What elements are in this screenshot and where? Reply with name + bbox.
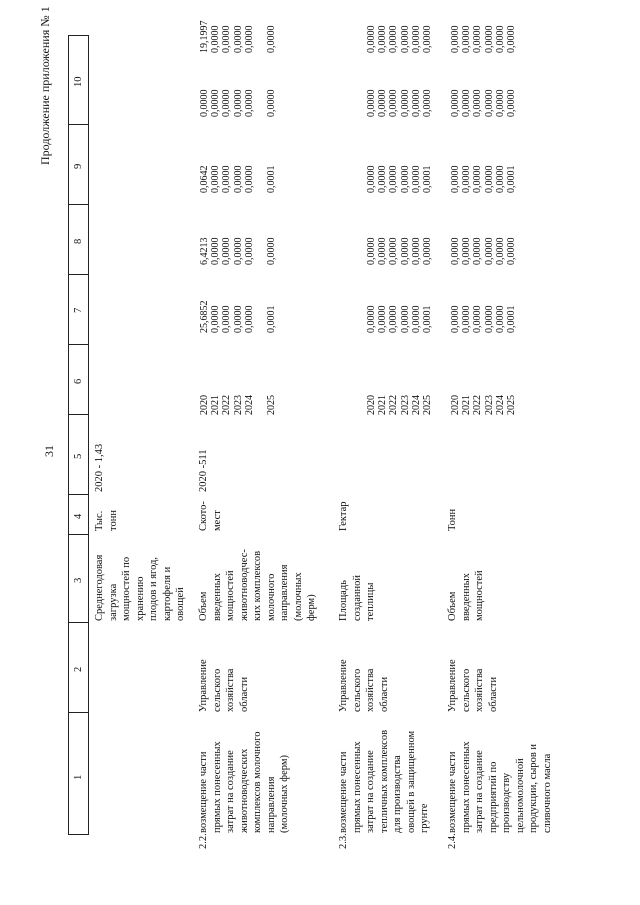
- executor-cell: Управление сельского хозяйства области: [198, 659, 250, 712]
- indicator-cell: Площадь созданной теплицы: [338, 575, 376, 621]
- value-cell: 0,0000 0,0000 0,0000 0,0000 0,0000 0,0001: [366, 165, 434, 193]
- years-cell: 2020 2021 2022 2023 2024 2025: [450, 395, 518, 415]
- years-cell: 2020 2021 2022 2023 2024 2025: [366, 395, 434, 415]
- measure-cell: возмещение части прямых понесенных затрат на создание тепличных комплексов для производства овощей в защищенном грунте: [338, 729, 430, 833]
- column-number: 3: [73, 577, 84, 583]
- value-cell: 0,0000 0,0000 0,0000 0,0000 0,0000 0,0000: [199, 89, 278, 117]
- column-number: 8: [73, 238, 84, 244]
- indicator-cell: Среднегодовая загрузка мощностей по хранению плодов и ягод, картофеля и овощей: [94, 554, 186, 621]
- row-number: 2.4.: [447, 833, 458, 849]
- column-number: 7: [73, 307, 84, 313]
- value-cell: 0,0000 0,0000 0,0000 0,0000 0,0000 0,0000: [450, 89, 518, 117]
- value-cell: 0,0000 0,0000 0,0000 0,0000 0,0000 0,0000: [450, 237, 518, 265]
- row-number: 2.2.: [198, 833, 209, 849]
- value-cell: 0,0000 0,0000 0,0000 0,0000 0,0000 0,0001: [450, 165, 518, 193]
- column-number: 5: [73, 453, 84, 459]
- unit-cell: Ското- мест: [198, 501, 223, 531]
- executor-cell: Управление сельского хозяйства области: [338, 659, 390, 712]
- value-cell: 0,0000 0,0000 0,0000 0,0000 0,0000 0,0000: [366, 237, 434, 265]
- value-cell: 6,4213 0,0000 0,0000 0,0000 0,0000 0,0000: [199, 237, 278, 265]
- unit-cell: Гектар: [338, 501, 349, 531]
- executor-cell: Управление сельского хозяйства области: [447, 659, 499, 712]
- unit-cell: Тыс. тонн: [94, 510, 119, 531]
- page-number: 31: [42, 445, 56, 457]
- value-cell: 0,0000 0,0000 0,0000 0,0000 0,0000 0,0000: [366, 25, 434, 53]
- target-cell: 2020 -511: [198, 449, 209, 492]
- value-cell: 19,1997 0,0000 0,0000 0,0000 0,0000 0,0000: [199, 20, 278, 53]
- column-number: 9: [73, 163, 84, 169]
- value-cell: 25,6852 0,0000 0,0000 0,0000 0,0000 0,0001: [199, 300, 278, 333]
- indicator-cell: Объем введенных мощностей животноводчес- ких комплексов молочного направления (молочных ферм): [198, 549, 317, 621]
- value-cell: 0,0000 0,0000 0,0000 0,0000 0,0000 0,0001: [450, 305, 518, 333]
- measure-cell: возмещение части прямых понесенных затрат на создание предприятий по производству цельномолочной продукции, сыров и сливочного масла: [447, 741, 553, 833]
- column-number: 1: [73, 774, 84, 780]
- value-cell: 0,0000 0,0000 0,0000 0,0000 0,0000 0,0001: [366, 305, 434, 333]
- column-number: 4: [73, 513, 84, 519]
- continuation-caption: Продолжение приложения № 1: [38, 6, 52, 165]
- indicator-cell: Объем введенных мощностей: [447, 570, 485, 621]
- measure-cell: возмещение части прямых понесенных затрат на создание животноводческих комплексов молочного направления (молочных ферм): [198, 731, 290, 833]
- years-cell: 2020 2021 2022 2023 2024 2025: [199, 395, 278, 415]
- column-number: 10: [73, 76, 84, 87]
- column-number: 6: [73, 378, 84, 384]
- value-cell: 0,0642 0,0000 0,0000 0,0000 0,0000 0,0001: [199, 165, 278, 193]
- column-number: 2: [73, 666, 84, 672]
- value-cell: 0,0000 0,0000 0,0000 0,0000 0,0000 0,0000: [450, 25, 518, 53]
- unit-cell: Тонн: [447, 508, 458, 531]
- row-number: 2.3.: [338, 833, 349, 849]
- value-cell: 0,0000 0,0000 0,0000 0,0000 0,0000 0,0000: [366, 89, 434, 117]
- target-cell: 2020 - 1,43: [94, 443, 105, 492]
